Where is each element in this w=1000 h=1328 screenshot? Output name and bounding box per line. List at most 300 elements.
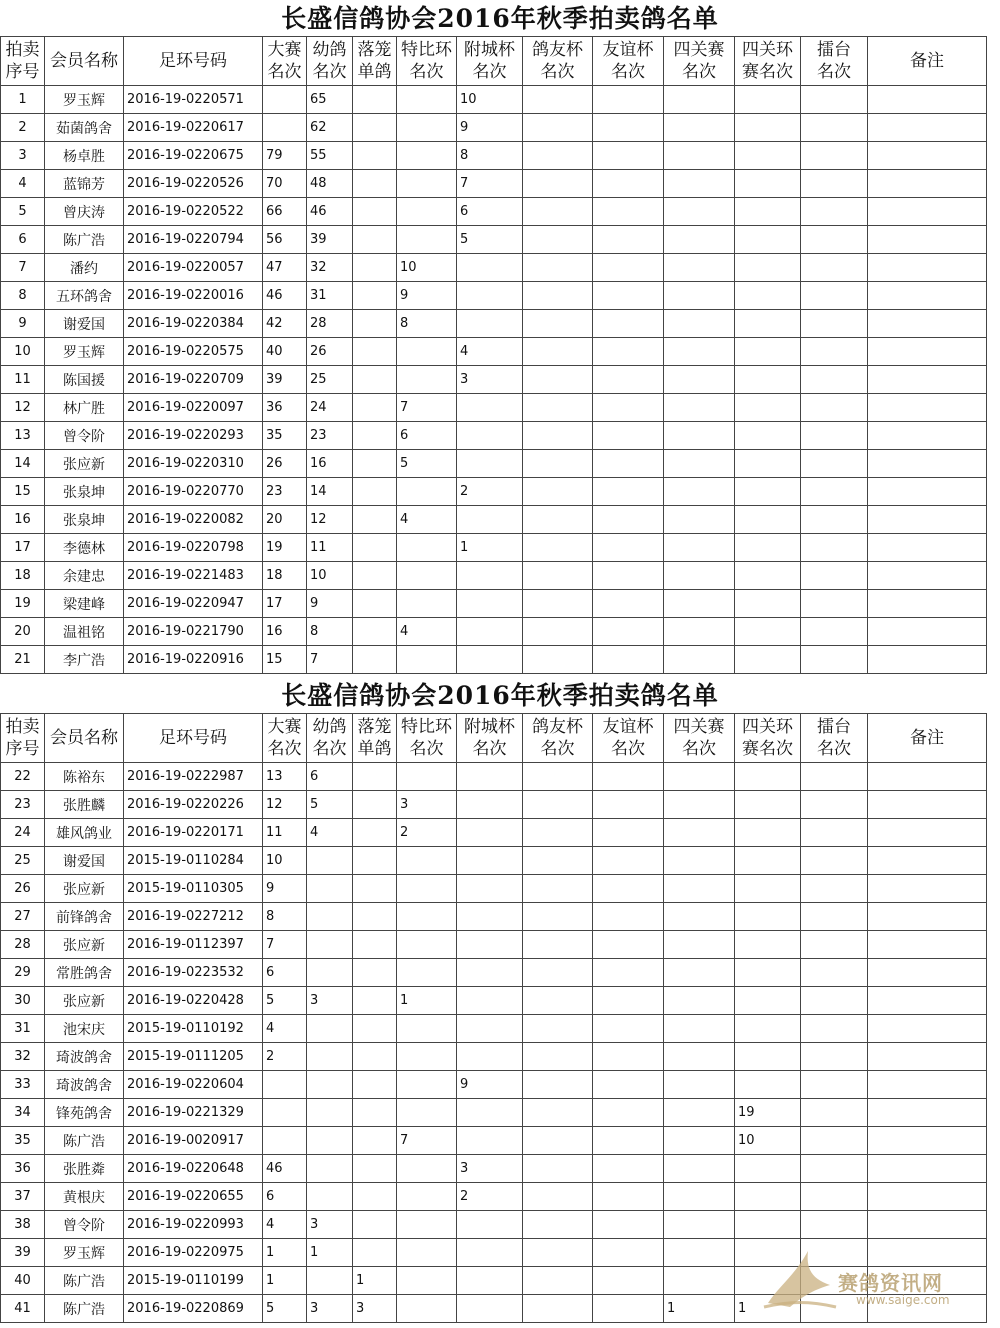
column-header-line: 名次 xyxy=(682,62,716,82)
column-header-line: 名次 xyxy=(817,62,851,82)
table-cell xyxy=(457,618,523,646)
table-cell xyxy=(801,618,868,646)
table-cell xyxy=(457,282,523,310)
table-cell xyxy=(868,366,987,394)
column-header-line: 四关赛 xyxy=(673,717,725,737)
table-cell: 2016-19-0220171 xyxy=(124,819,263,847)
table-cell xyxy=(523,86,593,114)
column-header xyxy=(397,37,457,86)
table-cell: 2016-19-0220648 xyxy=(124,1155,263,1183)
table-cell xyxy=(801,903,868,931)
table-cell xyxy=(397,86,457,114)
table-cell xyxy=(523,931,593,959)
table-cell xyxy=(353,1239,397,1267)
table-cell xyxy=(735,282,801,310)
table-cell xyxy=(353,646,397,674)
table-cell xyxy=(868,1239,987,1267)
table-cell xyxy=(868,422,987,450)
table-cell: 梁建峰 xyxy=(45,590,124,618)
table-cell xyxy=(593,646,664,674)
table-cell xyxy=(801,1127,868,1155)
column-header-line: 名次 xyxy=(312,62,347,82)
table-cell xyxy=(353,931,397,959)
table-cell xyxy=(457,1267,523,1295)
table-cell xyxy=(664,478,735,506)
table-cell: 18 xyxy=(263,562,307,590)
table-cell: 1 xyxy=(457,534,523,562)
table-cell xyxy=(457,590,523,618)
table-cell: 潘约 xyxy=(45,254,124,282)
table-cell: 5 xyxy=(307,791,353,819)
table-cell: 陈广浩 xyxy=(45,1127,124,1155)
table-cell xyxy=(801,86,868,114)
table-cell: 陈国援 xyxy=(45,366,124,394)
table-cell xyxy=(307,1043,353,1071)
table-cell xyxy=(735,114,801,142)
table-cell xyxy=(353,791,397,819)
table-cell: 2016-19-0220057 xyxy=(124,254,263,282)
table-cell: 张应新 xyxy=(45,875,124,903)
table-cell xyxy=(868,170,987,198)
table-row xyxy=(1,282,987,310)
table-cell: 2016-19-0220604 xyxy=(124,1071,263,1099)
table-cell xyxy=(397,1015,457,1043)
table-cell: 48 xyxy=(307,170,353,198)
table-cell: 2015-19-0110192 xyxy=(124,1015,263,1043)
column-header-line: 序号 xyxy=(5,62,40,82)
table-row xyxy=(1,170,987,198)
table-cell xyxy=(868,562,987,590)
table-cell: 9 xyxy=(1,310,45,338)
table-cell xyxy=(353,1043,397,1071)
table-cell xyxy=(593,422,664,450)
column-header xyxy=(457,37,523,86)
table-cell xyxy=(664,791,735,819)
table-cell xyxy=(664,450,735,478)
table-cell: 2016-19-0220016 xyxy=(124,282,263,310)
table-cell xyxy=(457,959,523,987)
table-cell xyxy=(868,819,987,847)
table-cell xyxy=(593,366,664,394)
table-cell: 陈广浩 xyxy=(45,1295,124,1323)
table-cell xyxy=(801,763,868,791)
column-header-line: 特比环 xyxy=(401,40,452,60)
table-cell xyxy=(457,875,523,903)
table-cell xyxy=(353,847,397,875)
table-cell xyxy=(735,534,801,562)
table-cell xyxy=(523,114,593,142)
table-cell: 4 xyxy=(397,618,457,646)
table-cell: 罗玉辉 xyxy=(45,86,124,114)
table-cell: 2016-19-0223532 xyxy=(124,959,263,987)
table-cell: 1 xyxy=(263,1239,307,1267)
table-cell: 6 xyxy=(263,959,307,987)
table-cell: 7 xyxy=(457,170,523,198)
table-cell xyxy=(353,959,397,987)
table-cell xyxy=(523,478,593,506)
table-row xyxy=(1,847,987,875)
table-cell xyxy=(593,819,664,847)
table-cell xyxy=(523,1267,593,1295)
table-cell: 26 xyxy=(1,875,45,903)
table-row xyxy=(1,1239,987,1267)
table-cell: 16 xyxy=(307,450,353,478)
table-cell: 2016-19-0220798 xyxy=(124,534,263,562)
table-row xyxy=(1,478,987,506)
column-header xyxy=(353,37,397,86)
column-header xyxy=(353,714,397,763)
table-cell xyxy=(664,1183,735,1211)
table-cell: 39 xyxy=(307,226,353,254)
table-cell: 2016-19-0220575 xyxy=(124,338,263,366)
table-cell xyxy=(523,422,593,450)
table-cell: 4 xyxy=(1,170,45,198)
table-cell: 33 xyxy=(1,1071,45,1099)
table-cell xyxy=(735,875,801,903)
table-cell xyxy=(523,254,593,282)
table-cell xyxy=(353,987,397,1015)
table-cell xyxy=(868,450,987,478)
table-row xyxy=(1,819,987,847)
table-cell xyxy=(307,931,353,959)
table-cell xyxy=(735,1239,801,1267)
table-cell: 10 xyxy=(457,86,523,114)
table-cell xyxy=(868,847,987,875)
table-cell xyxy=(307,847,353,875)
table-cell xyxy=(523,1099,593,1127)
table-cell xyxy=(868,1099,987,1127)
table-cell xyxy=(523,819,593,847)
table-cell xyxy=(397,1155,457,1183)
table-cell: 2016-19-0220384 xyxy=(124,310,263,338)
table-cell xyxy=(353,618,397,646)
table-cell: 林广胜 xyxy=(45,394,124,422)
table-cell: 55 xyxy=(307,142,353,170)
table-cell: 李德林 xyxy=(45,534,124,562)
table-cell: 36 xyxy=(1,1155,45,1183)
table-cell: 30 xyxy=(1,987,45,1015)
table-cell: 19 xyxy=(735,1099,801,1127)
table-row xyxy=(1,763,987,791)
table-cell xyxy=(735,1211,801,1239)
table-cell: 2016-19-0220310 xyxy=(124,450,263,478)
table-row xyxy=(1,254,987,282)
sheet-title: 长盛信鸽协会2016年秋季拍卖鸽名单 xyxy=(281,681,719,710)
table-cell xyxy=(868,1015,987,1043)
table-cell xyxy=(353,763,397,791)
table-cell xyxy=(593,86,664,114)
table-cell xyxy=(801,254,868,282)
table-cell xyxy=(801,450,868,478)
table-cell xyxy=(457,931,523,959)
table-cell xyxy=(868,1183,987,1211)
table-cell: 5 xyxy=(263,1295,307,1323)
table-cell xyxy=(735,931,801,959)
table-cell: 42 xyxy=(263,310,307,338)
table-cell xyxy=(307,959,353,987)
table-row xyxy=(1,562,987,590)
table-cell: 56 xyxy=(263,226,307,254)
table-cell xyxy=(397,142,457,170)
column-header-line: 特比环 xyxy=(401,717,452,737)
pigeon-table xyxy=(0,713,987,1323)
watermark-url: www.saige.com xyxy=(856,1293,950,1307)
table-cell xyxy=(735,618,801,646)
table-cell: 46 xyxy=(263,1155,307,1183)
table-cell: 2016-19-0221483 xyxy=(124,562,263,590)
table-cell xyxy=(664,422,735,450)
table-cell xyxy=(353,875,397,903)
table-cell xyxy=(593,142,664,170)
column-header-line: 足环号码 xyxy=(159,51,227,71)
table-cell xyxy=(523,310,593,338)
table-cell xyxy=(593,1043,664,1071)
column-header xyxy=(735,37,801,86)
column-header xyxy=(1,714,45,763)
table-cell: 6 xyxy=(397,422,457,450)
table-row xyxy=(1,1127,987,1155)
table-row xyxy=(1,310,987,338)
column-header xyxy=(263,37,307,86)
table-cell xyxy=(353,1015,397,1043)
table-cell: 2016-19-0220709 xyxy=(124,366,263,394)
table-cell xyxy=(523,1183,593,1211)
table-cell xyxy=(868,114,987,142)
table-cell xyxy=(801,959,868,987)
table-cell xyxy=(664,987,735,1015)
table-cell: 张泉坤 xyxy=(45,478,124,506)
table-cell: 2016-19-0220770 xyxy=(124,478,263,506)
table-cell xyxy=(801,338,868,366)
table-row xyxy=(1,1155,987,1183)
table-row xyxy=(1,86,987,114)
table-cell xyxy=(868,959,987,987)
table-cell: 79 xyxy=(263,142,307,170)
table-cell: 3 xyxy=(307,987,353,1015)
table-cell xyxy=(868,226,987,254)
table-cell xyxy=(593,847,664,875)
table-cell: 37 xyxy=(1,1183,45,1211)
column-header xyxy=(801,714,868,763)
column-header-line: 友谊杯 xyxy=(602,717,654,737)
table-cell xyxy=(664,1099,735,1127)
table-cell xyxy=(353,198,397,226)
table-cell xyxy=(664,819,735,847)
table-cell xyxy=(523,338,593,366)
column-header-line: 名次 xyxy=(682,739,716,759)
table-cell xyxy=(353,590,397,618)
table-cell: 2016-19-0220226 xyxy=(124,791,263,819)
table-cell: 12 xyxy=(263,791,307,819)
table-cell: 2015-19-0110284 xyxy=(124,847,263,875)
table-cell: 2 xyxy=(263,1043,307,1071)
table-cell: 张泉坤 xyxy=(45,506,124,534)
column-header-line: 备注 xyxy=(910,728,944,748)
column-header xyxy=(868,37,987,86)
table-cell xyxy=(353,142,397,170)
table-cell xyxy=(593,875,664,903)
table-cell: 罗玉辉 xyxy=(45,338,124,366)
table-cell xyxy=(735,1267,801,1295)
table-row xyxy=(1,198,987,226)
pigeon-table xyxy=(0,36,987,674)
column-header-line: 友谊杯 xyxy=(602,40,654,60)
table-cell xyxy=(353,310,397,338)
table-cell xyxy=(397,478,457,506)
table-cell: 31 xyxy=(1,1015,45,1043)
table-cell xyxy=(868,875,987,903)
column-header-line: 名次 xyxy=(267,62,302,82)
table-row xyxy=(1,618,987,646)
table-cell: 2016-19-0220571 xyxy=(124,86,263,114)
table-cell xyxy=(664,506,735,534)
table-cell xyxy=(397,1183,457,1211)
table-cell xyxy=(664,534,735,562)
table-cell xyxy=(523,1155,593,1183)
table-cell xyxy=(593,1015,664,1043)
table-cell xyxy=(593,534,664,562)
table-cell xyxy=(523,1211,593,1239)
table-cell xyxy=(397,763,457,791)
column-header xyxy=(307,714,353,763)
table-cell: 28 xyxy=(1,931,45,959)
table-row xyxy=(1,1043,987,1071)
table-cell xyxy=(868,86,987,114)
table-cell: 2016-19-0220526 xyxy=(124,170,263,198)
table-cell: 3 xyxy=(1,142,45,170)
table-cell: 9 xyxy=(263,875,307,903)
column-header-line: 名次 xyxy=(409,739,444,759)
table-cell xyxy=(735,1015,801,1043)
table-cell xyxy=(801,142,868,170)
table-cell xyxy=(735,338,801,366)
table-cell: 9 xyxy=(307,590,353,618)
table-cell: 2016-19-0220293 xyxy=(124,422,263,450)
table-cell: 26 xyxy=(263,450,307,478)
table-cell xyxy=(397,198,457,226)
table-cell: 11 xyxy=(307,534,353,562)
table-cell: 20 xyxy=(1,618,45,646)
table-cell: 65 xyxy=(307,86,353,114)
table-cell xyxy=(523,646,593,674)
table-cell xyxy=(735,791,801,819)
table-cell: 2 xyxy=(397,819,457,847)
table-cell xyxy=(353,170,397,198)
table-cell xyxy=(664,1043,735,1071)
table-cell xyxy=(801,819,868,847)
table-cell: 40 xyxy=(263,338,307,366)
table-cell: 2016-19-0222987 xyxy=(124,763,263,791)
table-cell xyxy=(868,987,987,1015)
table-cell xyxy=(664,170,735,198)
table-cell xyxy=(664,763,735,791)
table-cell: 10 xyxy=(397,254,457,282)
table-cell xyxy=(593,1127,664,1155)
table-cell xyxy=(735,819,801,847)
table-cell xyxy=(801,422,868,450)
table-cell: 琦波鸽舍 xyxy=(45,1071,124,1099)
column-header xyxy=(397,714,457,763)
table-cell xyxy=(868,1071,987,1099)
table-cell xyxy=(801,1015,868,1043)
table-cell xyxy=(664,1155,735,1183)
table-cell xyxy=(523,282,593,310)
table-cell xyxy=(868,791,987,819)
table-cell xyxy=(664,1239,735,1267)
table-cell xyxy=(735,959,801,987)
table-cell xyxy=(593,1155,664,1183)
table-cell xyxy=(457,1043,523,1071)
table-cell xyxy=(801,394,868,422)
table-cell xyxy=(593,618,664,646)
table-cell xyxy=(307,1099,353,1127)
table-cell xyxy=(263,1127,307,1155)
table-cell xyxy=(801,1099,868,1127)
table-cell xyxy=(593,1267,664,1295)
table-cell: 6 xyxy=(1,226,45,254)
table-cell xyxy=(868,1211,987,1239)
table-cell: 2016-19-0220975 xyxy=(124,1239,263,1267)
table-cell: 茹菌鸽舍 xyxy=(45,114,124,142)
table-cell xyxy=(457,310,523,338)
table-cell: 4 xyxy=(263,1015,307,1043)
table-cell xyxy=(801,114,868,142)
table-cell: 36 xyxy=(263,394,307,422)
table-cell xyxy=(593,226,664,254)
table-row xyxy=(1,394,987,422)
table-row xyxy=(1,450,987,478)
table-cell xyxy=(523,170,593,198)
table-cell: 1 xyxy=(664,1295,735,1323)
table-cell xyxy=(593,170,664,198)
table-cell xyxy=(868,903,987,931)
table-cell xyxy=(735,1155,801,1183)
table-cell xyxy=(523,366,593,394)
table-cell: 2016-19-0220993 xyxy=(124,1211,263,1239)
table-row xyxy=(1,506,987,534)
table-cell: 24 xyxy=(1,819,45,847)
table-cell: 1 xyxy=(263,1267,307,1295)
table-row xyxy=(1,1267,987,1295)
table-cell: 17 xyxy=(263,590,307,618)
table-row xyxy=(1,1183,987,1211)
table-row xyxy=(1,142,987,170)
table-cell: 35 xyxy=(263,422,307,450)
table-row xyxy=(1,1295,987,1323)
table-cell: 20 xyxy=(263,506,307,534)
column-header xyxy=(45,714,124,763)
table-cell: 23 xyxy=(263,478,307,506)
table-cell xyxy=(397,646,457,674)
column-header-line: 序号 xyxy=(5,739,40,759)
table-cell xyxy=(735,170,801,198)
table-cell: 5 xyxy=(263,987,307,1015)
table-cell xyxy=(457,254,523,282)
table-cell xyxy=(664,254,735,282)
table-cell xyxy=(457,562,523,590)
column-header-line: 名次 xyxy=(472,739,507,759)
table-cell xyxy=(868,534,987,562)
column-header-line: 擂台 xyxy=(817,40,851,60)
table-cell: 10 xyxy=(1,338,45,366)
table-cell xyxy=(664,562,735,590)
table-cell xyxy=(735,1183,801,1211)
table-cell xyxy=(664,931,735,959)
column-header xyxy=(593,37,664,86)
table-cell xyxy=(593,1071,664,1099)
table-cell xyxy=(523,394,593,422)
table-cell xyxy=(801,1239,868,1267)
